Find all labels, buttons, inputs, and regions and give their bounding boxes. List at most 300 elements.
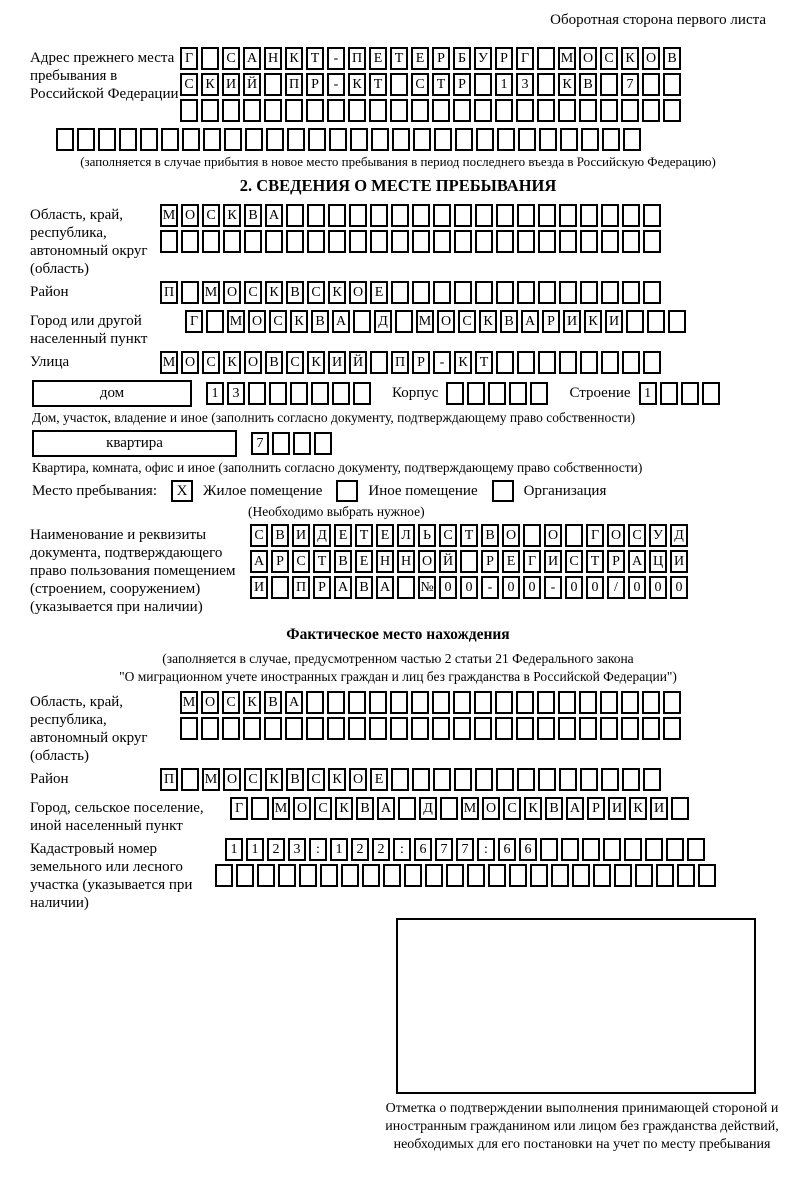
char-cell[interactable]: 2 xyxy=(267,838,285,861)
char-cell[interactable]: Е xyxy=(370,281,388,304)
char-cell[interactable]: С xyxy=(439,524,457,547)
char-cell[interactable] xyxy=(245,128,263,151)
char-cell[interactable] xyxy=(390,691,408,714)
char-cell[interactable]: 0 xyxy=(649,576,667,599)
char-cell[interactable] xyxy=(293,432,311,455)
char-cell[interactable]: В xyxy=(265,351,283,374)
char-cell[interactable]: И xyxy=(563,310,581,333)
char-cell[interactable] xyxy=(600,99,618,122)
char-cell[interactable] xyxy=(558,691,576,714)
char-cell[interactable]: Е xyxy=(411,47,429,70)
char-cell[interactable] xyxy=(647,310,665,333)
char-cell[interactable]: И xyxy=(544,550,562,573)
char-cell[interactable] xyxy=(622,230,640,253)
char-cell[interactable] xyxy=(603,838,621,861)
char-cell[interactable] xyxy=(453,691,471,714)
char-cell[interactable]: Т xyxy=(306,47,324,70)
char-cell[interactable] xyxy=(509,382,527,405)
char-cell[interactable]: С xyxy=(250,524,268,547)
char-cell[interactable] xyxy=(287,128,305,151)
char-cell[interactable]: О xyxy=(544,524,562,547)
char-cell[interactable]: С xyxy=(307,281,325,304)
char-cell[interactable]: Р xyxy=(607,550,625,573)
apartment-type-box[interactable]: квартира xyxy=(32,430,237,457)
char-cell[interactable]: М xyxy=(180,691,198,714)
char-cell[interactable] xyxy=(580,351,598,374)
char-cell[interactable] xyxy=(559,281,577,304)
char-cell[interactable]: О xyxy=(349,768,367,791)
char-cell[interactable]: А xyxy=(628,550,646,573)
char-cell[interactable] xyxy=(643,230,661,253)
char-cell[interactable]: К xyxy=(328,768,346,791)
char-cell[interactable]: Р xyxy=(542,310,560,333)
char-cell[interactable]: К xyxy=(265,768,283,791)
char-cell[interactable] xyxy=(349,230,367,253)
char-cell[interactable]: О xyxy=(349,281,367,304)
char-cell[interactable]: А xyxy=(332,310,350,333)
char-cell[interactable] xyxy=(496,281,514,304)
char-cell[interactable] xyxy=(432,717,450,740)
char-cell[interactable] xyxy=(579,691,597,714)
char-cell[interactable]: А xyxy=(377,797,395,820)
char-cell[interactable]: Е xyxy=(502,550,520,573)
char-cell[interactable]: П xyxy=(292,576,310,599)
char-cell[interactable]: И xyxy=(608,797,626,820)
char-cell[interactable] xyxy=(601,230,619,253)
char-cell[interactable] xyxy=(182,128,200,151)
char-cell[interactable]: О xyxy=(181,204,199,227)
char-cell[interactable]: В xyxy=(286,768,304,791)
char-cell[interactable]: 0 xyxy=(586,576,604,599)
char-cell[interactable]: Г xyxy=(230,797,248,820)
char-cell[interactable] xyxy=(537,717,555,740)
char-cell[interactable]: 1 xyxy=(246,838,264,861)
char-cell[interactable]: М xyxy=(558,47,576,70)
char-cell[interactable]: О xyxy=(248,310,266,333)
checkbox-residential[interactable]: X xyxy=(171,480,193,502)
char-cell[interactable] xyxy=(537,47,555,70)
char-cell[interactable] xyxy=(656,864,674,887)
char-cell[interactable]: 0 xyxy=(502,576,520,599)
char-cell[interactable] xyxy=(140,128,158,151)
char-cell[interactable]: Р xyxy=(306,73,324,96)
char-cell[interactable] xyxy=(663,691,681,714)
char-cell[interactable] xyxy=(614,864,632,887)
char-cell[interactable] xyxy=(404,864,422,887)
char-cell[interactable] xyxy=(497,128,515,151)
char-cell[interactable] xyxy=(559,204,577,227)
char-cell[interactable] xyxy=(475,281,493,304)
char-cell[interactable] xyxy=(215,864,233,887)
char-cell[interactable] xyxy=(369,99,387,122)
char-cell[interactable] xyxy=(348,691,366,714)
char-cell[interactable] xyxy=(702,382,720,405)
char-cell[interactable] xyxy=(391,281,409,304)
char-cell[interactable] xyxy=(307,204,325,227)
char-cell[interactable]: Т xyxy=(369,73,387,96)
char-cell[interactable] xyxy=(623,128,641,151)
char-cell[interactable]: С xyxy=(222,691,240,714)
char-cell[interactable]: Г xyxy=(523,550,541,573)
char-cell[interactable]: К xyxy=(307,351,325,374)
char-cell[interactable] xyxy=(222,99,240,122)
char-cell[interactable] xyxy=(327,99,345,122)
char-cell[interactable] xyxy=(476,128,494,151)
char-cell[interactable] xyxy=(488,864,506,887)
char-cell[interactable]: 0 xyxy=(439,576,457,599)
char-cell[interactable] xyxy=(314,432,332,455)
char-cell[interactable] xyxy=(663,73,681,96)
char-cell[interactable]: 3 xyxy=(288,838,306,861)
char-cell[interactable] xyxy=(454,230,472,253)
char-cell[interactable] xyxy=(580,768,598,791)
char-cell[interactable]: Р xyxy=(453,73,471,96)
char-cell[interactable]: С xyxy=(600,47,618,70)
char-cell[interactable]: 6 xyxy=(414,838,432,861)
char-cell[interactable] xyxy=(411,717,429,740)
char-cell[interactable] xyxy=(559,351,577,374)
char-cell[interactable] xyxy=(558,717,576,740)
char-cell[interactable] xyxy=(180,717,198,740)
char-cell[interactable]: К xyxy=(201,73,219,96)
char-cell[interactable] xyxy=(642,99,660,122)
char-cell[interactable] xyxy=(433,281,451,304)
char-cell[interactable] xyxy=(474,73,492,96)
char-cell[interactable] xyxy=(496,768,514,791)
char-cell[interactable] xyxy=(622,768,640,791)
char-cell[interactable] xyxy=(663,717,681,740)
char-cell[interactable] xyxy=(290,382,308,405)
char-cell[interactable] xyxy=(523,524,541,547)
char-cell[interactable] xyxy=(559,768,577,791)
char-cell[interactable] xyxy=(551,864,569,887)
char-cell[interactable]: А xyxy=(250,550,268,573)
char-cell[interactable]: - xyxy=(544,576,562,599)
char-cell[interactable]: Й xyxy=(349,351,367,374)
char-cell[interactable]: С xyxy=(307,768,325,791)
char-cell[interactable]: П xyxy=(391,351,409,374)
char-cell[interactable] xyxy=(475,230,493,253)
char-cell[interactable]: 6 xyxy=(498,838,516,861)
char-cell[interactable]: А xyxy=(285,691,303,714)
char-cell[interactable]: С xyxy=(458,310,476,333)
char-cell[interactable] xyxy=(395,310,413,333)
char-cell[interactable]: К xyxy=(348,73,366,96)
char-cell[interactable]: П xyxy=(285,73,303,96)
char-cell[interactable]: М xyxy=(272,797,290,820)
char-cell[interactable] xyxy=(181,768,199,791)
char-cell[interactable] xyxy=(119,128,137,151)
char-cell[interactable] xyxy=(537,73,555,96)
char-cell[interactable] xyxy=(474,99,492,122)
char-cell[interactable]: В xyxy=(481,524,499,547)
char-cell[interactable]: К xyxy=(285,47,303,70)
char-cell[interactable]: Р xyxy=(432,47,450,70)
checkbox-organization[interactable] xyxy=(492,480,514,502)
char-cell[interactable] xyxy=(320,864,338,887)
char-cell[interactable]: И xyxy=(292,524,310,547)
char-cell[interactable]: Д xyxy=(313,524,331,547)
char-cell[interactable] xyxy=(264,73,282,96)
char-cell[interactable]: С xyxy=(222,47,240,70)
char-cell[interactable] xyxy=(537,99,555,122)
char-cell[interactable] xyxy=(308,128,326,151)
char-cell[interactable] xyxy=(391,230,409,253)
char-cell[interactable]: С xyxy=(411,73,429,96)
char-cell[interactable]: К xyxy=(243,691,261,714)
char-cell[interactable] xyxy=(600,73,618,96)
char-cell[interactable] xyxy=(243,717,261,740)
char-cell[interactable]: С xyxy=(180,73,198,96)
char-cell[interactable]: : xyxy=(393,838,411,861)
char-cell[interactable]: А xyxy=(243,47,261,70)
char-cell[interactable]: В xyxy=(663,47,681,70)
char-cell[interactable] xyxy=(582,838,600,861)
char-cell[interactable]: Е xyxy=(355,550,373,573)
char-cell[interactable] xyxy=(160,230,178,253)
char-cell[interactable] xyxy=(460,550,478,573)
char-cell[interactable]: Н xyxy=(376,550,394,573)
char-cell[interactable]: Г xyxy=(185,310,203,333)
char-cell[interactable] xyxy=(390,73,408,96)
char-cell[interactable] xyxy=(558,99,576,122)
char-cell[interactable] xyxy=(488,382,506,405)
char-cell[interactable]: П xyxy=(160,768,178,791)
char-cell[interactable] xyxy=(467,382,485,405)
char-cell[interactable]: С xyxy=(244,768,262,791)
char-cell[interactable] xyxy=(474,691,492,714)
char-cell[interactable] xyxy=(306,99,324,122)
char-cell[interactable] xyxy=(454,281,472,304)
char-cell[interactable] xyxy=(626,310,644,333)
char-cell[interactable]: А xyxy=(521,310,539,333)
char-cell[interactable]: К xyxy=(629,797,647,820)
char-cell[interactable] xyxy=(446,864,464,887)
char-cell[interactable] xyxy=(601,204,619,227)
char-cell[interactable] xyxy=(671,797,689,820)
char-cell[interactable] xyxy=(496,230,514,253)
char-cell[interactable]: - xyxy=(433,351,451,374)
char-cell[interactable] xyxy=(328,204,346,227)
char-cell[interactable] xyxy=(642,691,660,714)
char-cell[interactable] xyxy=(454,204,472,227)
char-cell[interactable]: В xyxy=(500,310,518,333)
char-cell[interactable] xyxy=(307,230,325,253)
char-cell[interactable] xyxy=(285,99,303,122)
char-cell[interactable] xyxy=(643,768,661,791)
char-cell[interactable]: Д xyxy=(374,310,392,333)
char-cell[interactable]: Е xyxy=(370,768,388,791)
char-cell[interactable]: Г xyxy=(586,524,604,547)
char-cell[interactable]: М xyxy=(461,797,479,820)
char-cell[interactable] xyxy=(601,768,619,791)
char-cell[interactable] xyxy=(341,864,359,887)
char-cell[interactable]: Т xyxy=(586,550,604,573)
char-cell[interactable] xyxy=(475,768,493,791)
char-cell[interactable]: С xyxy=(244,281,262,304)
char-cell[interactable]: Д xyxy=(670,524,688,547)
char-cell[interactable]: 7 xyxy=(456,838,474,861)
char-cell[interactable] xyxy=(353,310,371,333)
char-cell[interactable] xyxy=(236,864,254,887)
char-cell[interactable] xyxy=(645,838,663,861)
char-cell[interactable] xyxy=(681,382,699,405)
char-cell[interactable]: К xyxy=(454,351,472,374)
char-cell[interactable] xyxy=(266,128,284,151)
char-cell[interactable]: М xyxy=(202,281,220,304)
char-cell[interactable]: Ь xyxy=(418,524,436,547)
char-cell[interactable] xyxy=(412,281,430,304)
char-cell[interactable]: И xyxy=(650,797,668,820)
char-cell[interactable] xyxy=(538,351,556,374)
char-cell[interactable] xyxy=(624,838,642,861)
char-cell[interactable] xyxy=(517,230,535,253)
char-cell[interactable]: В xyxy=(579,73,597,96)
char-cell[interactable] xyxy=(433,230,451,253)
char-cell[interactable] xyxy=(454,768,472,791)
char-cell[interactable] xyxy=(677,864,695,887)
char-cell[interactable]: В xyxy=(264,691,282,714)
char-cell[interactable]: В xyxy=(271,524,289,547)
char-cell[interactable] xyxy=(475,204,493,227)
char-cell[interactable]: 3 xyxy=(516,73,534,96)
char-cell[interactable] xyxy=(311,382,329,405)
char-cell[interactable] xyxy=(371,128,389,151)
char-cell[interactable] xyxy=(432,99,450,122)
char-cell[interactable] xyxy=(565,524,583,547)
char-cell[interactable] xyxy=(622,351,640,374)
char-cell[interactable] xyxy=(370,351,388,374)
char-cell[interactable] xyxy=(643,281,661,304)
char-cell[interactable]: О xyxy=(223,768,241,791)
char-cell[interactable]: К xyxy=(223,204,241,227)
char-cell[interactable] xyxy=(251,797,269,820)
char-cell[interactable]: 0 xyxy=(460,576,478,599)
char-cell[interactable] xyxy=(572,864,590,887)
char-cell[interactable] xyxy=(348,99,366,122)
char-cell[interactable]: Ц xyxy=(649,550,667,573)
char-cell[interactable] xyxy=(392,128,410,151)
char-cell[interactable] xyxy=(369,717,387,740)
char-cell[interactable]: В xyxy=(545,797,563,820)
char-cell[interactable] xyxy=(495,99,513,122)
char-cell[interactable] xyxy=(622,281,640,304)
char-cell[interactable] xyxy=(362,864,380,887)
char-cell[interactable]: О xyxy=(579,47,597,70)
char-cell[interactable] xyxy=(495,691,513,714)
char-cell[interactable] xyxy=(621,717,639,740)
char-cell[interactable]: С xyxy=(314,797,332,820)
char-cell[interactable] xyxy=(306,691,324,714)
char-cell[interactable] xyxy=(561,838,579,861)
char-cell[interactable] xyxy=(581,128,599,151)
char-cell[interactable] xyxy=(668,310,686,333)
char-cell[interactable] xyxy=(622,204,640,227)
char-cell[interactable]: А xyxy=(265,204,283,227)
char-cell[interactable]: Т xyxy=(313,550,331,573)
char-cell[interactable]: Н xyxy=(397,550,415,573)
char-cell[interactable] xyxy=(580,230,598,253)
char-cell[interactable]: Й xyxy=(243,73,261,96)
char-cell[interactable]: О xyxy=(223,281,241,304)
char-cell[interactable] xyxy=(411,99,429,122)
char-cell[interactable]: / xyxy=(607,576,625,599)
char-cell[interactable]: Т xyxy=(355,524,373,547)
char-cell[interactable] xyxy=(201,717,219,740)
char-cell[interactable]: 1 xyxy=(206,382,224,405)
char-cell[interactable] xyxy=(453,717,471,740)
char-cell[interactable]: 0 xyxy=(565,576,583,599)
char-cell[interactable] xyxy=(434,128,452,151)
char-cell[interactable] xyxy=(413,128,431,151)
char-cell[interactable] xyxy=(600,691,618,714)
char-cell[interactable]: К xyxy=(223,351,241,374)
char-cell[interactable]: Р xyxy=(481,550,499,573)
char-cell[interactable] xyxy=(272,432,290,455)
char-cell[interactable] xyxy=(411,691,429,714)
char-cell[interactable] xyxy=(206,310,224,333)
char-cell[interactable] xyxy=(327,691,345,714)
char-cell[interactable] xyxy=(348,717,366,740)
char-cell[interactable] xyxy=(222,717,240,740)
char-cell[interactable]: М xyxy=(202,768,220,791)
char-cell[interactable] xyxy=(643,204,661,227)
char-cell[interactable] xyxy=(390,99,408,122)
char-cell[interactable] xyxy=(391,768,409,791)
char-cell[interactable]: О xyxy=(201,691,219,714)
char-cell[interactable] xyxy=(264,717,282,740)
char-cell[interactable] xyxy=(370,204,388,227)
char-cell[interactable] xyxy=(350,128,368,151)
char-cell[interactable]: В xyxy=(244,204,262,227)
char-cell[interactable]: К xyxy=(335,797,353,820)
char-cell[interactable]: А xyxy=(566,797,584,820)
char-cell[interactable]: - xyxy=(327,73,345,96)
char-cell[interactable] xyxy=(349,204,367,227)
char-cell[interactable]: Г xyxy=(516,47,534,70)
char-cell[interactable] xyxy=(201,47,219,70)
char-cell[interactable] xyxy=(329,128,347,151)
char-cell[interactable] xyxy=(516,717,534,740)
char-cell[interactable] xyxy=(642,717,660,740)
char-cell[interactable]: В xyxy=(334,550,352,573)
char-cell[interactable] xyxy=(257,864,275,887)
char-cell[interactable] xyxy=(180,99,198,122)
char-cell[interactable]: : xyxy=(477,838,495,861)
char-cell[interactable]: И xyxy=(605,310,623,333)
char-cell[interactable] xyxy=(161,128,179,151)
char-cell[interactable] xyxy=(440,797,458,820)
char-cell[interactable] xyxy=(278,864,296,887)
char-cell[interactable]: Т xyxy=(475,351,493,374)
char-cell[interactable] xyxy=(412,204,430,227)
char-cell[interactable]: - xyxy=(481,576,499,599)
char-cell[interactable]: 1 xyxy=(639,382,657,405)
char-cell[interactable]: У xyxy=(474,47,492,70)
char-cell[interactable]: С xyxy=(286,351,304,374)
char-cell[interactable] xyxy=(353,382,371,405)
char-cell[interactable] xyxy=(540,838,558,861)
char-cell[interactable] xyxy=(642,73,660,96)
char-cell[interactable]: О xyxy=(502,524,520,547)
checkbox-other-premises[interactable] xyxy=(336,480,358,502)
char-cell[interactable]: 1 xyxy=(225,838,243,861)
char-cell[interactable] xyxy=(243,99,261,122)
char-cell[interactable]: 6 xyxy=(519,838,537,861)
char-cell[interactable] xyxy=(663,99,681,122)
char-cell[interactable] xyxy=(328,230,346,253)
char-cell[interactable]: В xyxy=(356,797,374,820)
